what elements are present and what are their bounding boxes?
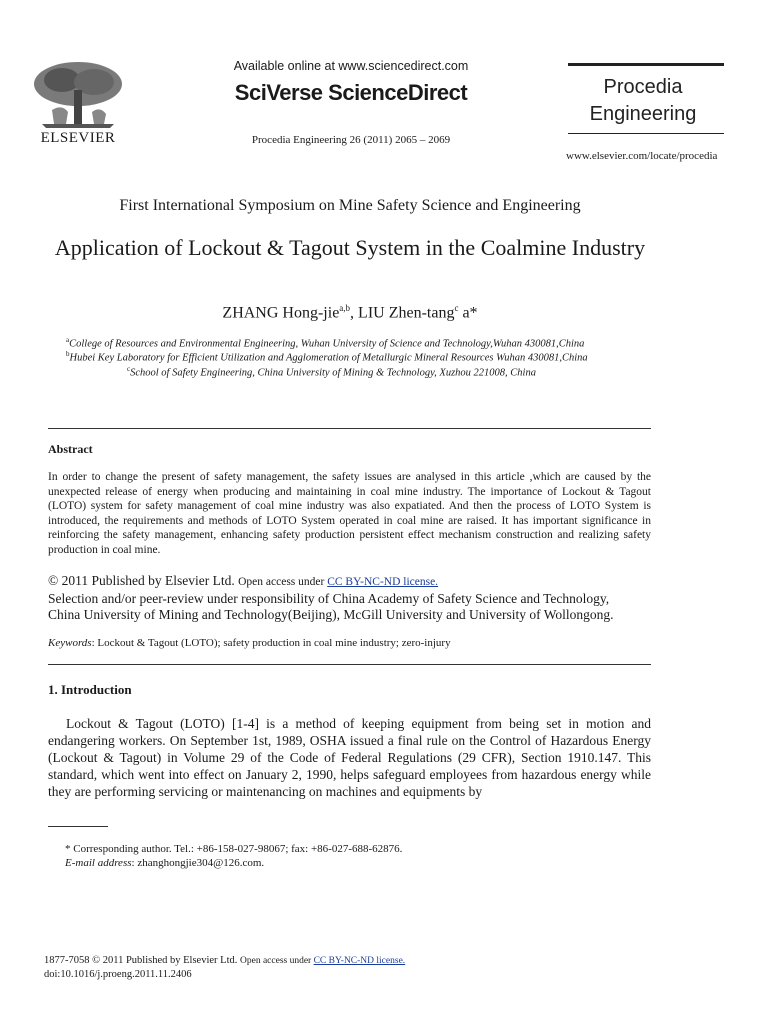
abstract-top-rule: [48, 428, 651, 429]
paper-title: Application of Lockout & Tagout System in the Coalmine Industry: [54, 235, 646, 260]
journal-url-link[interactable]: www.elsevier.com/locate/procedia: [566, 150, 718, 162]
introduction-paragraph: Lockout & Tagout (LOTO) [1-4] is a method of keeping equipment from being set in motion and endangering workers. On September 1st, 1989, OSHA issued a final rule on the Control of Hazardous Energy (Lockout & Tagout) in Volume 29 of the Code of Federal Regulations (29 CFR), Section 1910.147. This standard, which went into effect on January 2, 1990, helps safeguard employees from hazardous energy while they are performing servicing or maintenancing on machines and equipments by: [48, 716, 651, 799]
footer-issn-text: 1877-7058 © 2011 Published by Elsevier Ltd.: [44, 955, 240, 966]
author-2-suffix: a*: [458, 304, 478, 322]
keywords: [48, 637, 668, 649]
journal-top-rule: [568, 63, 724, 66]
author-1: ZHANG Hong-jie: [222, 304, 340, 322]
author-2: LIU Zhen-tang: [358, 304, 455, 322]
footer-doi: doi:10.1016/j.proeng.2011.11.2406: [44, 969, 192, 980]
journal-name-line2: Engineering: [589, 103, 697, 125]
author-1-affil-mark: a,b: [339, 303, 351, 313]
journal-bottom-rule: [568, 133, 724, 134]
open-access-text: Open access under: [238, 576, 328, 588]
footer-license-link[interactable]: CC BY-NC-ND license.: [313, 956, 406, 966]
author-2-affil-mark: c: [454, 303, 459, 313]
abstract-bottom-rule: [48, 664, 651, 665]
journal-name-line1: Procedia: [603, 76, 683, 98]
affiliation-a: [66, 336, 584, 350]
abstract-heading: Abstract: [48, 442, 93, 456]
footer-line-1: [44, 954, 405, 968]
symposium-name: First International Symposium on Mine Safety Science and Engineering: [119, 197, 581, 214]
open-access-text: Open access under: [240, 956, 314, 966]
email-label: E-mail address: [65, 857, 132, 869]
license-link[interactable]: CC BY-NC-ND license.: [327, 576, 439, 588]
copyright-line-3: [48, 607, 668, 624]
available-online-text: Available online at www.sciencedirect.com: [233, 59, 469, 73]
journal-citation: Procedia Engineering 26 (2011) 2065 – 2069: [251, 134, 451, 146]
keywords-text: : Lockout & Tagout (LOTO); safety production in coal mine industry; zero-injury: [91, 637, 451, 649]
corresponding-author-footnote: * Corresponding author. Tel.: +86-158-027-98067; fax: +86-027-688-62876.: [65, 843, 403, 855]
email-address: : zhanghongjie304@126.com.: [131, 857, 265, 869]
abstract-body: In order to change the present of safety management, the safety issues are analysed in this article ,which are caused by the unexpected release of energy when producing and maintaining in coal mine industry. The importance of Lockout & Tagout (LOTO) system for safety management of coal mine industry was also expatiated. And then the process of LOTO System is introduced, the requirements and methods of LOTO System operated in coal mine are raised. It has important significance in reinforcing the safety management, enhancing safety production persistent effect mechanism construction and realizing safety production in coal mine.: [48, 471, 651, 556]
publisher-logo-text: ELSEVIER: [40, 130, 116, 146]
affiliation-mark: a: [66, 336, 70, 344]
copyright-text: © 2011 Published by Elsevier Ltd.: [48, 573, 239, 588]
affiliation-text: School of Safety Engineering, China University of Mining & Technology, Xuzhou 221008, China: [130, 367, 536, 379]
affiliation-b: [66, 350, 588, 364]
copyright-line-1: [48, 573, 668, 591]
section-heading-introduction: 1. Introduction: [48, 682, 132, 697]
affiliation-text: College of Resources and Environmental Engineering, Wuhan University of Science and Technology,Wuhan 430081,China: [69, 338, 585, 350]
affiliation-mark: c: [127, 365, 131, 373]
affiliation-mark: b: [66, 350, 70, 358]
page-footer: [44, 954, 405, 982]
copyright-notice: [48, 573, 668, 624]
platform-name: SciVerse ScienceDirect: [234, 80, 468, 105]
email-footnote: [65, 857, 264, 869]
journal-name: [568, 74, 718, 128]
copyright-text: China University of Mining and Technology(Beijing), McGill: [48, 607, 386, 622]
copyright-line-2: Selection and/or peer-review under responsibility of China Academy of Safety Science and Technology,: [48, 590, 610, 606]
affiliation-c: [127, 365, 536, 379]
author-separator: ,: [350, 304, 359, 322]
footnote-rule: [48, 826, 108, 827]
keywords-label: Keywords: [48, 637, 92, 649]
copyright-text: University and University of Wollongong.: [385, 607, 614, 622]
author-line: [0, 303, 700, 322]
affiliation-text: Hubei Key Laboratory for Efficient Utilization and Agglomeration of Metallurgic Mineral Resources Wuhan 430081,China: [69, 352, 588, 364]
